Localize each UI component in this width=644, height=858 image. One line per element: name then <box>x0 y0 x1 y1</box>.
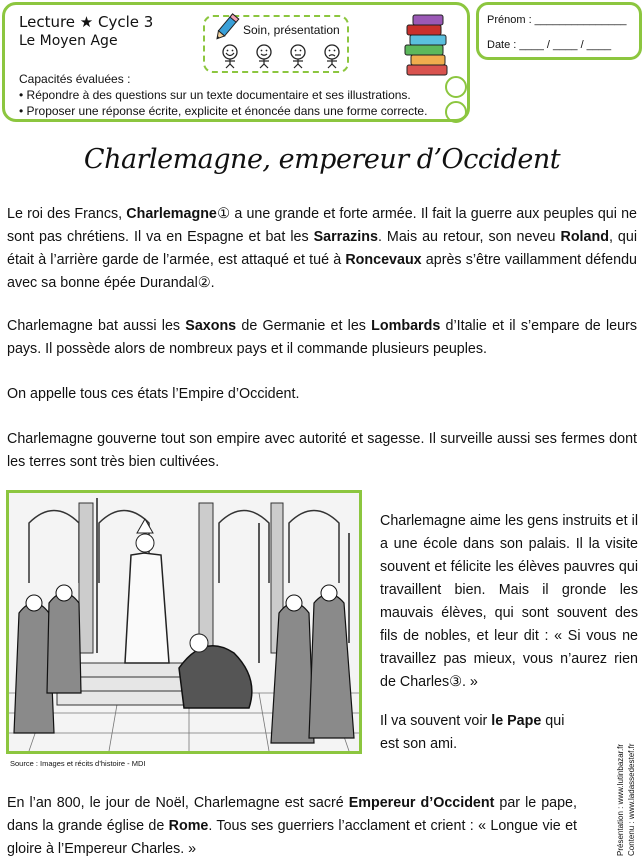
sad-face-icon <box>321 43 343 69</box>
header-subtitle: Le Moyen Age <box>19 33 118 49</box>
neutral-face-icon <box>287 43 309 69</box>
illustration-source: Source : Images et récits d’histoire - MDI <box>10 759 146 768</box>
soin-label: Soin, présentation <box>243 23 340 37</box>
paragraph-3: On appelle tous ces états l’Empire d’Occident. <box>7 386 300 402</box>
pencil-icon <box>209 11 243 45</box>
side-credits <box>612 743 642 856</box>
prenom-field[interactable]: Prénom : _______________ <box>487 14 627 26</box>
capacites-title: Capacités évaluées : <box>19 72 131 86</box>
evaluation-circle[interactable] <box>445 76 467 98</box>
paragraph-5: Charlemagne aime les gens instruits et il a une école dans son palais. Il la visite souvent et félicite les élèves pauvres qui travaillent bien. Mais il gronde les mauvais élèves, qui sont souvent des fils de nobles, et leur dit : « Si vous ne travaillez pas mieux, vous n’aurez rien de Charles③. » <box>380 513 638 690</box>
books-stack-icon <box>403 11 451 77</box>
rating-faces <box>219 43 343 69</box>
soin-presentation-box <box>203 15 349 73</box>
paragraph-7: En l’an 800, le jour de Noël, Charlemagne est sacré Empereur d’Occident par le pape, dans la grande église de Rome. Tous ses guerriers l’acclament et crient : « Longue vie et gloire à l’Empereur Charles. » <box>7 795 577 857</box>
evaluation-circle[interactable] <box>445 101 467 123</box>
coronation-drawing <box>9 493 359 751</box>
paragraph-4: Charlemagne gouverne tout son empire avec autorité et sagesse. Il surveille aussi ses fermes dont les terres sont très bien cultivées. <box>7 431 637 470</box>
credit-contenu: Contenu : www.ladassedestef.fr <box>627 743 636 856</box>
paragraph-6: Il va souvent voir le Pape qui est son ami. <box>380 713 565 752</box>
header-title: Lecture ★ Cycle 3 <box>19 13 154 31</box>
header-box <box>2 2 470 122</box>
page-title: Charlemagne, empereur d’Occident <box>83 144 561 175</box>
very-happy-face-icon <box>219 43 241 69</box>
paragraph-1: Le roi des Francs, Charlemagne① a une grande et forte armée. Il fait la guerre aux peuples qui ne sont pas chrétiens. Il va en Espagne et bat les Sarrazins. Mais au retour, son neveu Roland, qui était à l’arrière garde de l’armée, est attaqué et tué à Roncevaux après s’être vaillamment défendu avec sa bonne épée Durandal②. <box>7 206 637 291</box>
capacite-item: • Proposer une réponse écrite, explicite et énoncée dans une forme correcte. <box>19 104 428 118</box>
coronation-illustration <box>6 490 362 754</box>
capacite-item: • Répondre à des questions sur un texte documentaire et ses illustrations. <box>19 88 411 102</box>
identity-box <box>476 2 642 60</box>
happy-face-icon <box>253 43 275 69</box>
date-field[interactable]: Date : ____ / ____ / ____ <box>487 39 612 51</box>
paragraph-2: Charlemagne bat aussi les Saxons de Germanie et les Lombards d’Italie et il s’empare de leurs pays. Il possède alors de nombreux pays et il commande plusieurs peuples. <box>7 318 637 357</box>
credit-presentation: Présentation : www.lutinbazar.fr <box>616 743 625 856</box>
